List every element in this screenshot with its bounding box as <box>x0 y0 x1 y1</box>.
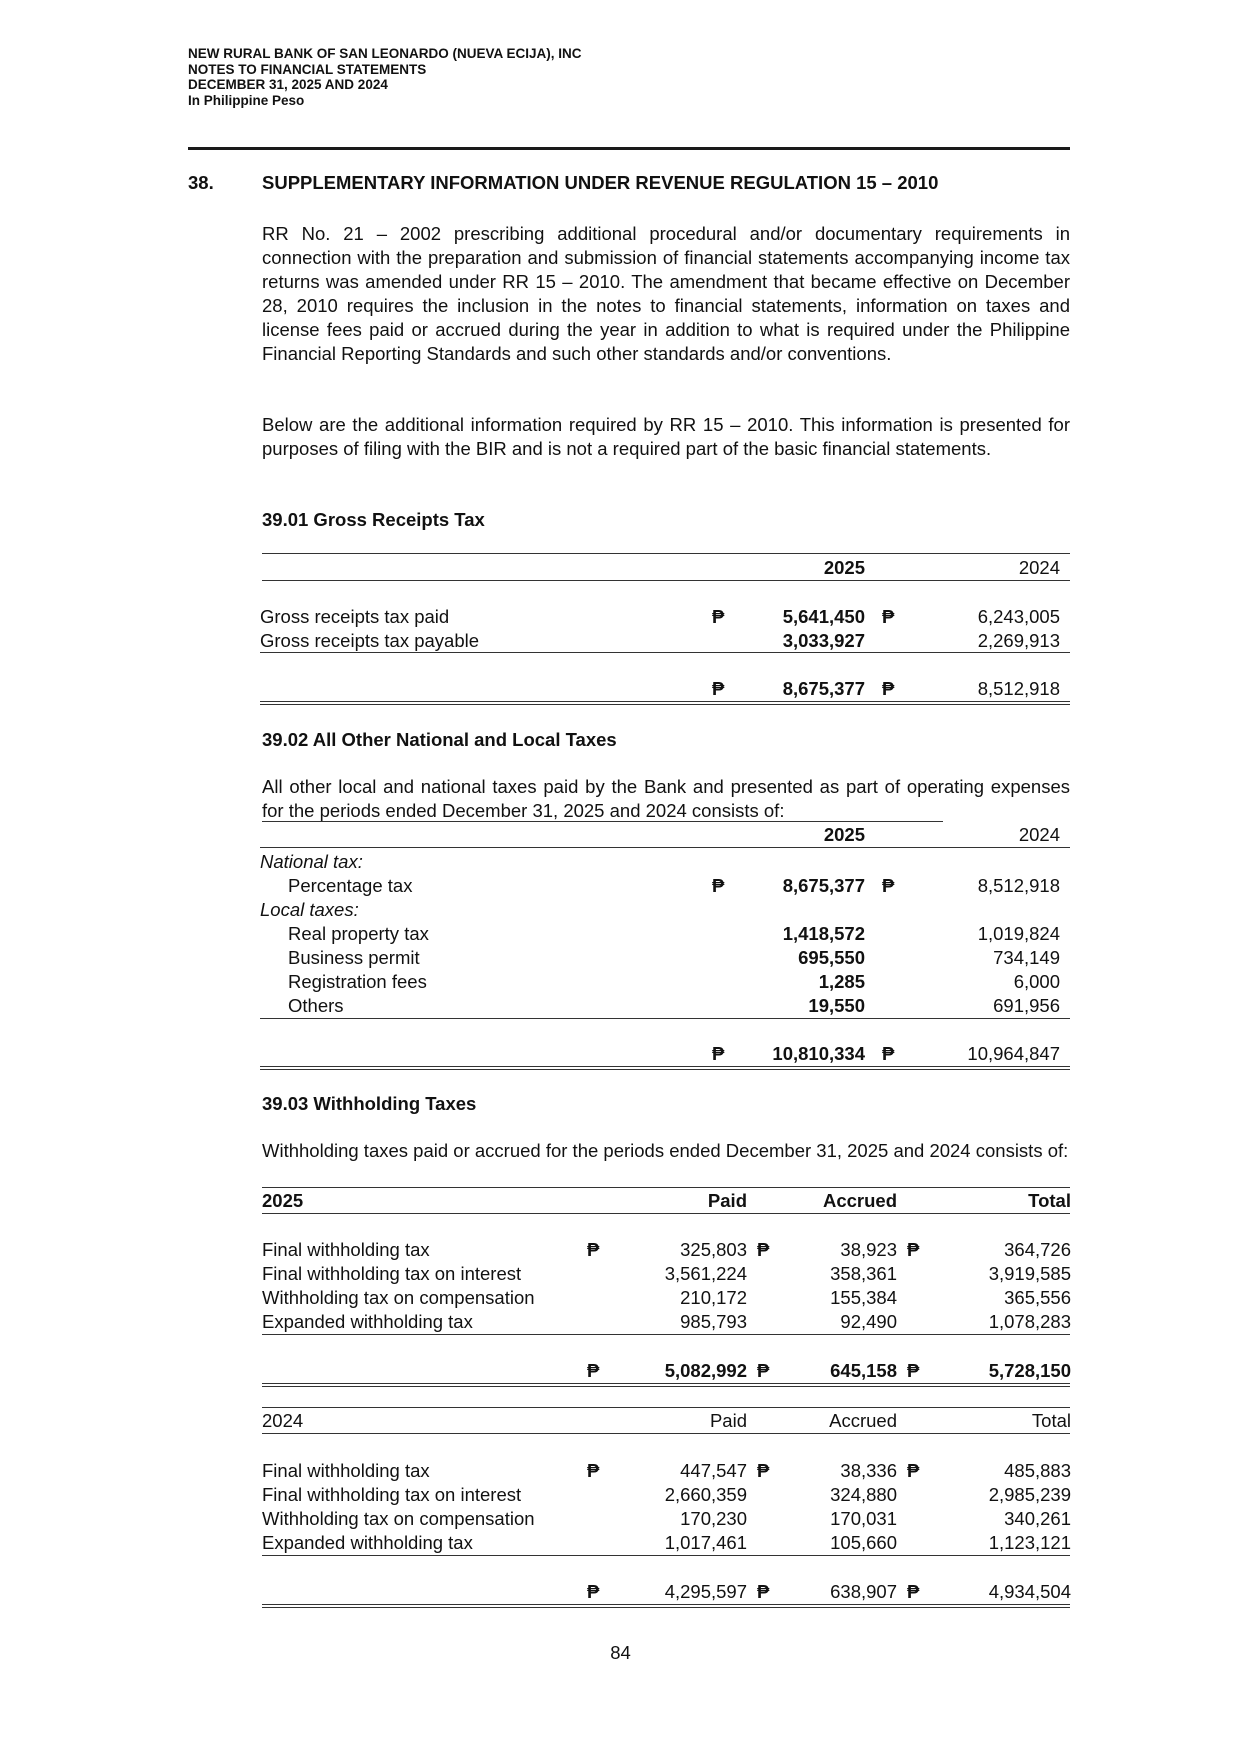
peso-sign: ₱ <box>907 1360 920 1381</box>
peso-sign: ₱ <box>882 875 895 896</box>
accrued-value: 105,660 <box>830 1532 897 1553</box>
paid-value: 985,793 <box>680 1311 747 1332</box>
intro-underline <box>262 821 943 822</box>
total-value: 340,261 <box>1004 1508 1071 1529</box>
wt2024-year: 2024 <box>262 1410 304 1431</box>
table-row <box>0 605 1241 629</box>
grt-total-row <box>0 677 1241 701</box>
row-label: Final withholding tax <box>262 1239 430 1260</box>
peso-sign: ₱ <box>907 1581 920 1602</box>
row-label: Business permit <box>288 947 420 968</box>
wt2024-double-rule-1 <box>262 1604 1070 1605</box>
row-label: Gross receipts tax payable <box>260 630 480 651</box>
paid-value: 325,803 <box>680 1239 747 1260</box>
accrued-value: 324,880 <box>830 1484 897 1505</box>
table-row <box>0 946 1241 970</box>
table-row <box>0 1262 1241 1286</box>
total-total: 5,728,150 <box>988 1360 1071 1381</box>
ot-col-2025: 2025 <box>823 824 865 845</box>
accrued-value: 92,490 <box>840 1311 897 1332</box>
value-2024: 6,243,005 <box>977 606 1060 627</box>
withholding-intro: Withholding taxes paid or accrued for the periods ended December 31, 2025 and 2024 consists of: <box>262 1140 1069 1161</box>
ot-subtotal-rule <box>260 1018 1070 1019</box>
col-accrued: Accrued <box>822 1190 897 1211</box>
section-number: 38. <box>188 172 214 193</box>
peso-sign: ₱ <box>882 606 895 627</box>
total-total: 4,934,504 <box>988 1581 1071 1602</box>
value-2025: 1,418,572 <box>782 923 865 944</box>
section-paragraph-2: Below are the additional information required by RR 15 – 2010. This information is presented for purposes of filing with the BIR and is not a required part of the basic financial statements. <box>262 414 1070 459</box>
value-2025: 19,550 <box>808 995 865 1016</box>
grt-header-rule <box>262 580 1070 581</box>
peso-sign: ₱ <box>757 1239 770 1260</box>
accrued-value: 38,923 <box>840 1239 897 1260</box>
wt2025-top-rule <box>262 1187 1070 1188</box>
col-total: Total <box>1031 1410 1071 1431</box>
peso-sign: ₱ <box>907 1239 920 1260</box>
row-label: Final withholding tax on interest <box>262 1484 522 1505</box>
peso-sign: ₱ <box>587 1239 600 1260</box>
table-row <box>0 922 1241 946</box>
page-number: 84 <box>610 1642 631 1663</box>
peso-sign: ₱ <box>587 1360 600 1381</box>
national-tax-label-row <box>0 850 1241 874</box>
value-2025: 1,285 <box>818 971 865 992</box>
ot-total-row <box>0 1042 1241 1066</box>
wt2024-header-rule <box>262 1433 1070 1434</box>
row-label: Final withholding tax on interest <box>262 1263 522 1284</box>
grt-header-row <box>0 556 1241 580</box>
col-total: Total <box>1028 1190 1071 1211</box>
wt2024-double-rule-2 <box>262 1607 1070 1608</box>
document-header <box>188 46 582 108</box>
table-row <box>0 1483 1241 1507</box>
accrued-value: 170,031 <box>830 1508 897 1529</box>
peso-sign: ₱ <box>712 678 725 699</box>
report-period: DECEMBER 31, 2025 AND 2024 <box>188 77 388 92</box>
grt-double-rule-2 <box>260 704 1070 705</box>
peso-sign: ₱ <box>712 606 725 627</box>
peso-sign: ₱ <box>882 1043 895 1064</box>
section-title: SUPPLEMENTARY INFORMATION UNDER REVENUE REGULATION 15 – 2010 <box>262 172 939 193</box>
table-row <box>0 1286 1241 1310</box>
row-label: Registration fees <box>288 971 427 992</box>
peso-sign: ₱ <box>907 1460 920 1481</box>
value-2024: 691,956 <box>993 995 1060 1016</box>
total-2025: 10,810,334 <box>772 1043 865 1064</box>
grt-double-rule-1 <box>260 701 1070 702</box>
other-taxes-intro: All other local and national taxes paid by the Bank and presented as part of operating expenses for the periods ended December 31, 2025 and 2024 consists of: <box>262 776 1070 821</box>
total-paid: 4,295,597 <box>664 1581 747 1602</box>
row-label: Withholding tax on compensation <box>262 1508 535 1529</box>
row-label: Final withholding tax <box>262 1460 430 1481</box>
company-name: NEW RURAL BANK OF SAN LEONARDO (NUEVA ECIJA), INC <box>188 46 582 61</box>
row-label: Real property tax <box>288 923 429 944</box>
value-2025: 3,033,927 <box>782 630 865 651</box>
row-label: Gross receipts tax paid <box>260 606 450 627</box>
other-taxes-header-row <box>0 823 1241 847</box>
total-value: 3,919,585 <box>988 1263 1071 1284</box>
table-row <box>0 874 1241 898</box>
other-taxes-heading: 39.02 All Other National and Local Taxes <box>262 729 617 750</box>
wt2025-double-rule-1 <box>262 1383 1070 1384</box>
value-2024: 734,149 <box>993 947 1060 968</box>
col-paid: Paid <box>709 1410 747 1431</box>
table-row <box>0 1310 1241 1334</box>
total-value: 485,883 <box>1004 1460 1071 1481</box>
wt2025-header-rule <box>262 1213 1070 1214</box>
accrued-value: 358,361 <box>830 1263 897 1284</box>
table-row <box>0 1459 1241 1483</box>
section-paragraph-1: RR No. 21 – 2002 prescribing additional procedural and/or documentary requirements in connection with the preparation and submission of financial statements accompanying income tax returns was amended under RR 15 – 2010. The amendment that became effective on December 28, 2010 requires the inclusion in the notes to financial statements, information on taxes and license fees paid or accrued during the year in addition to what is required under the Philippine Financial Reporting Standards and such other standards and/or conventions. <box>262 223 1070 364</box>
wt2025-subtotal-rule <box>262 1334 1070 1335</box>
paid-value: 2,660,359 <box>664 1484 747 1505</box>
wt2025-double-rule-2 <box>262 1386 1070 1387</box>
grt-top-rule <box>262 553 1070 554</box>
value-2025: 695,550 <box>798 947 865 968</box>
grt-col-2024: 2024 <box>1018 557 1060 578</box>
accrued-value: 155,384 <box>830 1287 897 1308</box>
peso-sign: ₱ <box>712 875 725 896</box>
wt2025-year: 2025 <box>262 1190 304 1211</box>
table-row <box>0 629 1241 653</box>
grt-heading: 39.01 Gross Receipts Tax <box>262 509 485 530</box>
total-value: 2,985,239 <box>988 1484 1071 1505</box>
table-row <box>0 1531 1241 1555</box>
total-2025: 8,675,377 <box>782 678 865 699</box>
total-2024: 10,964,847 <box>967 1043 1060 1064</box>
row-label: Percentage tax <box>288 875 413 896</box>
value-2024: 6,000 <box>1013 971 1060 992</box>
peso-sign: ₱ <box>757 1360 770 1381</box>
wt2025-total-row <box>0 1359 1241 1383</box>
row-label: Expanded withholding tax <box>262 1311 473 1332</box>
local-taxes-label-row <box>0 898 1241 922</box>
total-value: 364,726 <box>1004 1239 1071 1260</box>
peso-sign: ₱ <box>587 1581 600 1602</box>
total-accrued: 638,907 <box>830 1581 897 1602</box>
paid-value: 170,230 <box>680 1508 747 1529</box>
ot-double-rule-1 <box>260 1066 1070 1067</box>
value-2024: 1,019,824 <box>977 923 1060 944</box>
withholding-heading: 39.03 Withholding Taxes <box>262 1093 477 1114</box>
wt2024-subtotal-rule <box>262 1555 1070 1556</box>
wt2024-total-row <box>0 1580 1241 1604</box>
wt2025-header-row <box>0 1189 1241 1213</box>
row-label: Others <box>288 995 344 1016</box>
peso-sign: ₱ <box>882 678 895 699</box>
total-2024: 8,512,918 <box>977 678 1060 699</box>
value-2024: 8,512,918 <box>977 875 1060 896</box>
peso-sign: ₱ <box>757 1581 770 1602</box>
currency-note: In Philippine Peso <box>188 92 305 108</box>
row-label: Expanded withholding tax <box>262 1532 473 1553</box>
accrued-value: 38,336 <box>840 1460 897 1481</box>
paid-value: 3,561,224 <box>664 1263 747 1284</box>
ot-col-2024: 2024 <box>1018 824 1060 845</box>
col-accrued: Accrued <box>829 1410 897 1431</box>
header-divider <box>188 147 1070 150</box>
group-label: National tax: <box>260 851 363 872</box>
wt2024-top-rule <box>262 1407 1070 1408</box>
grt-col-2025: 2025 <box>823 557 865 578</box>
peso-sign: ₱ <box>712 1043 725 1064</box>
total-accrued: 645,158 <box>830 1360 897 1381</box>
table-row <box>0 970 1241 994</box>
paid-value: 210,172 <box>680 1287 747 1308</box>
paid-value: 447,547 <box>680 1460 747 1481</box>
value-2024: 2,269,913 <box>977 630 1060 651</box>
value-2025: 5,641,450 <box>782 606 865 627</box>
table-row <box>0 1507 1241 1531</box>
table-row <box>0 1238 1241 1262</box>
col-paid: Paid <box>707 1190 747 1211</box>
row-label: Withholding tax on compensation <box>262 1287 535 1308</box>
peso-sign: ₱ <box>757 1460 770 1481</box>
table-row <box>0 994 1241 1018</box>
total-value: 1,078,283 <box>988 1311 1071 1332</box>
total-value: 365,556 <box>1004 1287 1071 1308</box>
wt2024-header-row <box>0 1409 1241 1433</box>
ot-header-rule <box>260 847 1070 848</box>
paid-value: 1,017,461 <box>664 1532 747 1553</box>
ot-double-rule-2 <box>260 1069 1070 1070</box>
value-2025: 8,675,377 <box>782 875 865 896</box>
report-title: NOTES TO FINANCIAL STATEMENTS <box>188 61 427 77</box>
group-label: Local taxes: <box>260 899 359 920</box>
total-paid: 5,082,992 <box>664 1360 747 1381</box>
grt-subtotal-rule <box>260 652 1070 653</box>
total-value: 1,123,121 <box>988 1532 1071 1553</box>
peso-sign: ₱ <box>587 1460 600 1481</box>
